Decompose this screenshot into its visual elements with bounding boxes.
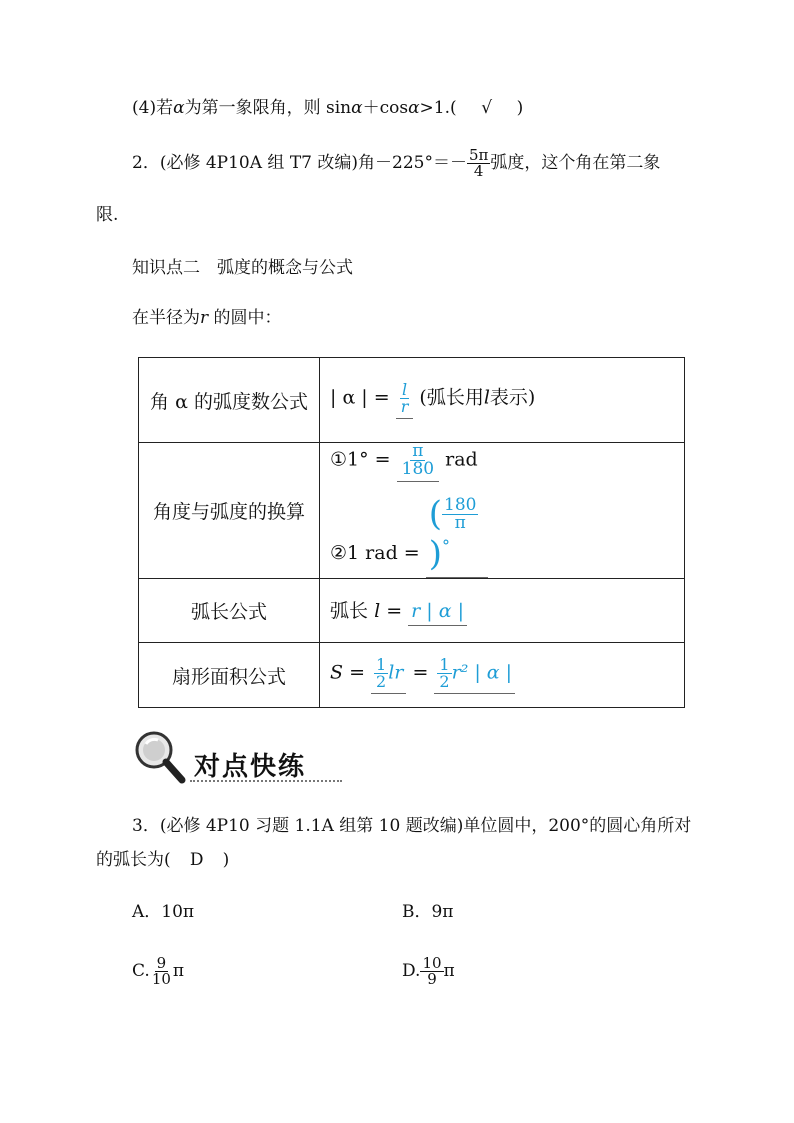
conversion-line-2: ②1 rad = ( $\frac{180}{\pi}$ )° — [330, 494, 674, 578]
row-content: 弧长 l = r | α | — [320, 579, 685, 643]
question-3-line2: 的弧长为( D ) — [96, 850, 230, 870]
alpha-symbol: α — [351, 98, 363, 118]
row-label: 角 α 的弧度数公式 — [139, 358, 320, 443]
q4-text: (4)若 — [132, 98, 174, 118]
q4-text: ＋cos — [362, 98, 409, 118]
conversion-line-1: ①1° = $\frac{\pi}{180}$ rad — [330, 443, 674, 482]
table-row — [139, 643, 685, 708]
table-row — [139, 358, 685, 443]
row-content: S = $\frac{1}{2}$ lr = $\frac{1}{2}$ r² | α | — [320, 643, 685, 708]
practice-badge — [130, 728, 350, 788]
question-3: 3．(必修 4P10 习题 1.1A 组第 10 题改编)单位圆中，200°的圆心角所对 — [132, 816, 692, 836]
row-label: 角度与弧度的换算 — [139, 443, 320, 579]
question-4 — [132, 96, 523, 120]
option-a: A．10π — [132, 902, 195, 922]
q4-answer: √ — [481, 98, 493, 118]
option-b: B．9π — [402, 902, 454, 922]
q2-text: 弧度，这个角在第二象 — [490, 153, 661, 173]
q2-fraction: $\frac{5\pi}{4}$ — [468, 146, 489, 180]
q4-text: >1.( — [419, 98, 457, 118]
q2-text: 2．(必修 4P10A 组 T7 改编)角－225°＝－ — [132, 153, 467, 173]
q4-text: ) — [516, 98, 524, 118]
section-intro: 在半径为r 的圆中： — [132, 308, 282, 328]
section-title: 知识点二 弧度的概念与公式 — [132, 258, 353, 278]
row-content: | α | = $\frac{l}{r}$ (弧长用l表示) — [320, 358, 685, 443]
alpha-symbol: α — [173, 98, 185, 118]
q4-text: 为第一象限角，则 sin — [184, 98, 352, 118]
row-label: 弧长公式 — [139, 579, 320, 643]
alpha-symbol: α — [408, 98, 420, 118]
magnifier-icon — [130, 728, 190, 786]
table-row — [139, 579, 685, 643]
question-2-line2: 限. — [96, 205, 119, 225]
formula-table — [138, 357, 685, 708]
row-label: 扇形面积公式 — [139, 643, 320, 708]
row-content — [320, 443, 685, 579]
arc-length-answer: r | α | — [408, 600, 467, 626]
badge-title: 对点快练 — [194, 752, 307, 782]
badge-underline — [190, 780, 342, 782]
q3-answer: D — [189, 850, 204, 870]
fraction-l-over-r: $\frac{l}{r}$ — [400, 379, 409, 416]
table-row — [139, 443, 685, 579]
question-2 — [132, 148, 660, 179]
option-d: D. $\frac{10}{9}$ π — [402, 954, 455, 988]
option-c: C. $\frac{9}{10}$ π — [132, 954, 185, 988]
